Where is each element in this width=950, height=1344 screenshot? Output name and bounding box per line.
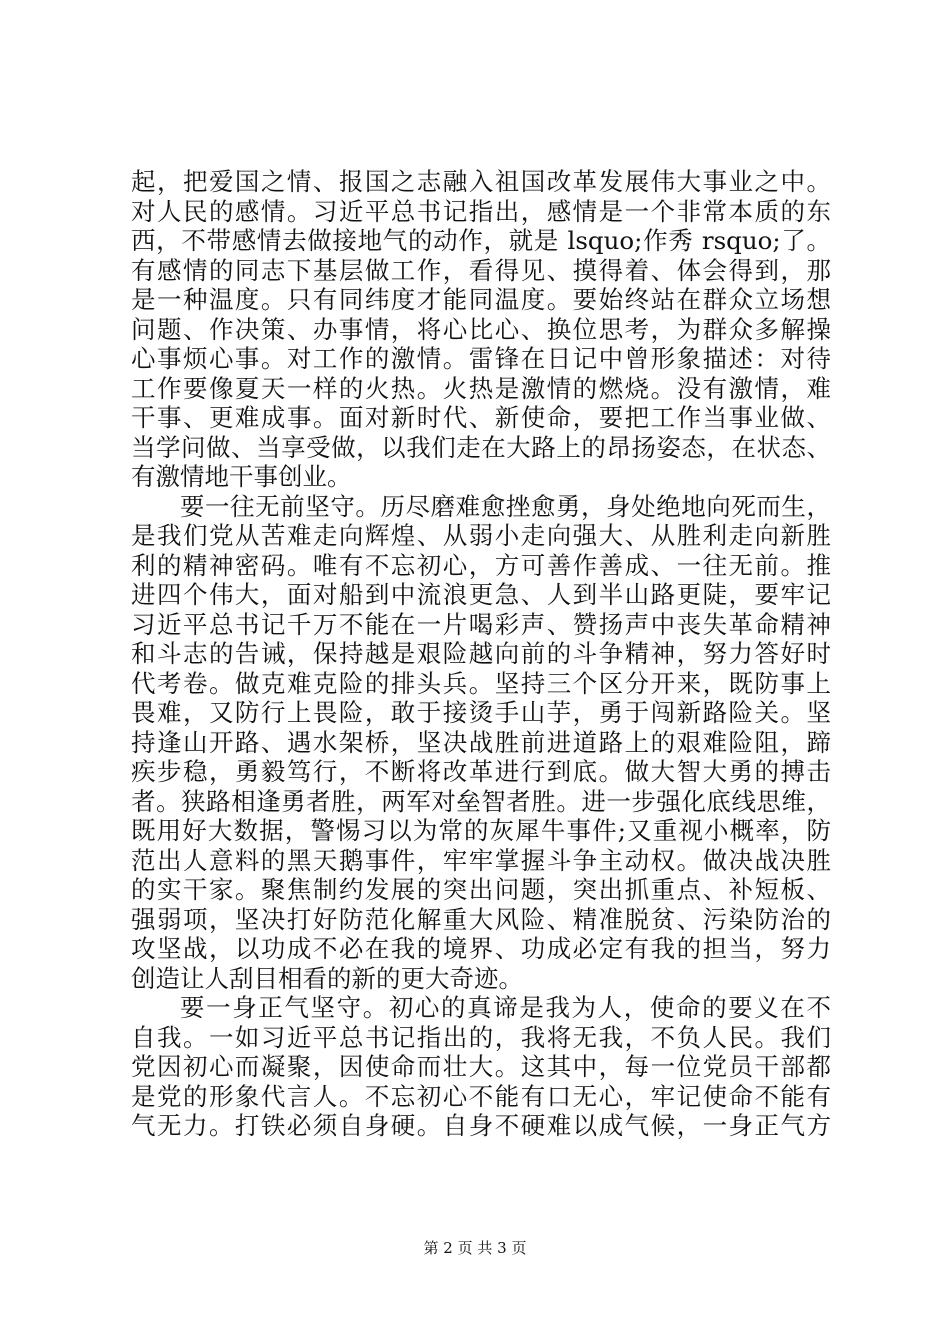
page-footer: 第 2 页 共 3 页 — [423, 1239, 527, 1257]
text-line: 范出人意料的黑天鹅事件，牢牢掌握斗争主动权。做决战决胜 — [131, 845, 831, 875]
paragraph-start-line: 要一身正气坚守。初心的真谛是我为人，使命的要义在不 — [180, 993, 831, 1022]
text-line: 西，不带感情去做接地气的动作，就是 lsquo;作秀 rsquo;了。 — [131, 226, 831, 255]
text-line: 持逢山开路、遇水架桥，坚决战胜前进道路上的艰难险阻，蹄 — [131, 727, 831, 757]
text-line: 有激情地干事创业。 — [131, 462, 352, 491]
text-line: 畏难，又防行上畏险，敢于接烫手山芋，勇于闯新路险关。坚 — [131, 698, 831, 727]
text-line: 攻坚战，以功成不必在我的境界、功成必定有我的担当，努力 — [131, 934, 831, 963]
text-line: 既用好大数据，警惕习以为常的灰犀牛事件;又重视小概率，防 — [131, 816, 831, 845]
text-line: 进四个伟大，面对船到中流浪更急、人到半山路更陡，要牢记 — [131, 580, 831, 609]
text-line: 党因初心而凝聚，因使命而壮大。这其中，每一位党员干部都 — [131, 1052, 831, 1081]
text-line: 工作要像夏天一样的火热。火热是激情的燃烧。没有激情，难 — [131, 373, 831, 403]
text-line: 者。狭路相逢勇者胜，两军对垒智者胜。进一步强化底线思维， — [131, 786, 831, 816]
text-line: 强弱项，坚决打好防范化解重大风险、精准脱贫、污染防治的 — [131, 904, 831, 934]
text-line: 的实干家。聚焦制约发展的突出问题，突出抓重点、补短板、 — [131, 875, 831, 904]
text-line: 创造让人刮目相看的新的更大奇迹。 — [131, 963, 523, 993]
text-line: 是一种温度。只有同纬度才能同温度。要始终站在群众立场想 — [131, 285, 831, 314]
text-line: 起，把爱国之情、报国之志融入祖国改革发展伟大事业之中。 — [131, 167, 831, 196]
text-line: 对人民的感情。习近平总书记指出，感情是一个非常本质的东 — [131, 196, 831, 226]
text-line: 疾步稳，勇毅笃行，不断将改革进行到底。做大智大勇的搏击 — [131, 757, 831, 786]
text-line: 和斗志的告诫，保持越是艰险越向前的斗争精神，努力答好时 — [131, 639, 831, 668]
paragraph-start-line: 要一往无前坚守。历尽磨难愈挫愈勇，身处绝地向死而生， — [180, 491, 831, 521]
text-line: 当学问做、当享受做，以我们走在大路上的昂扬姿态，在状态、 — [131, 432, 831, 462]
text-line: 问题、作决策、办事情，将心比心、换位思考，为群众多解操 — [131, 314, 831, 344]
text-line: 自我。一如习近平总书记指出的，我将无我，不负人民。我们 — [131, 1022, 831, 1052]
text-line: 气无力。打铁必须自身硬。自身不硬难以成气候，一身正气方 — [131, 1111, 831, 1140]
text-line: 是我们党从苦难走向辉煌、从弱小走向强大、从胜利走向新胜 — [131, 521, 831, 550]
text-line: 是党的形象代言人。不忘初心不能有口无心，牢记使命不能有 — [131, 1081, 831, 1111]
text-line: 有感情的同志下基层做工作，看得见、摸得着、体会得到，那 — [131, 255, 831, 285]
text-line: 利的精神密码。唯有不忘初心，方可善作善成、一往无前。推 — [131, 550, 831, 580]
text-line: 代考卷。做克难克险的排头兵。坚持三个区分开来，既防事上 — [131, 668, 831, 698]
text-line: 心事烦心事。对工作的激情。雷锋在日记中曾形象描述：对待 — [131, 344, 831, 373]
text-line: 干事、更难成事。面对新时代、新使命，要把工作当事业做、 — [131, 403, 831, 432]
document-body — [131, 167, 831, 1141]
text-line: 习近平总书记千万不能在一片喝彩声、赞扬声中丧失革命精神 — [131, 609, 831, 639]
